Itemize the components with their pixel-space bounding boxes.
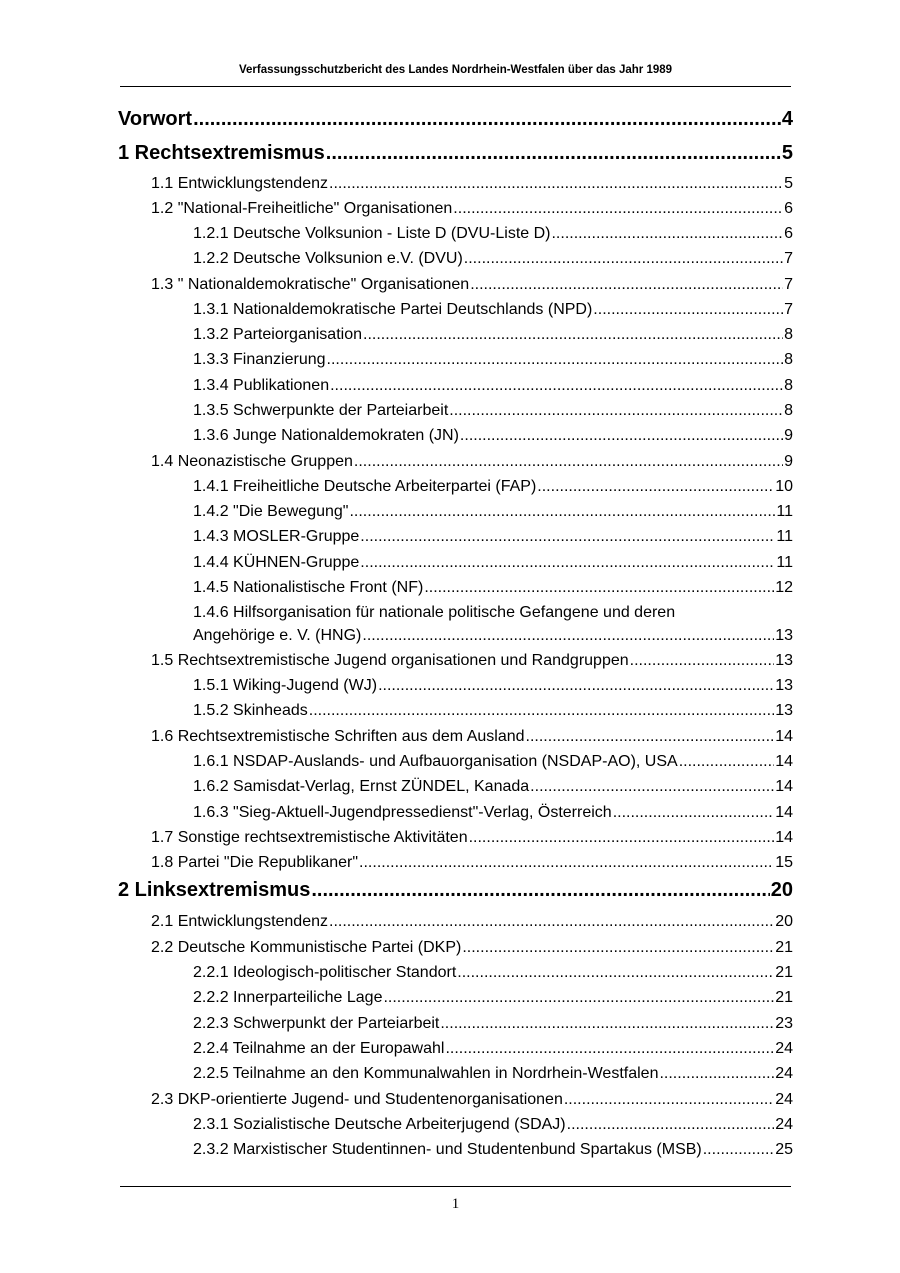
toc-entry-page: 9 [784, 427, 793, 444]
toc-entry-page: 11 [776, 528, 793, 545]
dot-leader [445, 1040, 774, 1058]
running-header: Verfassungsschutzbericht des Landes Nordrhein-Westfalen über das Jahr 1989 [238, 64, 673, 76]
toc-entry-2-2-1[interactable] [193, 964, 793, 982]
toc-entry-page: 14 [775, 753, 793, 770]
toc-entry-2-2-2[interactable] [193, 989, 793, 1007]
toc-entry-1-4-6-line1[interactable]: 1.4.6 Hilfsorganisation für nationale politische Gefangene und deren [193, 604, 676, 621]
toc-entry-page: 13 [775, 677, 793, 694]
toc-entry-title: 1.6.2 Samisdat-Verlag, Ernst ZÜNDEL, Kanada [193, 778, 530, 795]
toc-entry-2-2-5[interactable] [193, 1065, 793, 1083]
toc-entry-page: 5 [781, 142, 793, 164]
toc-entry-1-6[interactable] [151, 728, 793, 746]
toc-entry-2-3[interactable] [151, 1091, 793, 1109]
toc-entry-title: 2.2.5 Teilnahme an den Kommunalwahlen in Nordrhein-Westfalen [193, 1065, 659, 1082]
toc-entry-1-4-2[interactable] [193, 503, 793, 521]
dot-leader [311, 879, 769, 902]
toc-entry-2-3-2[interactable] [193, 1141, 793, 1159]
toc-entry-page: 24 [775, 1040, 793, 1057]
toc-entry-1-8[interactable] [151, 854, 793, 872]
toc-entry-title: 1.3.5 Schwerpunkte der Parteiarbeit [193, 402, 449, 419]
toc-entry-2-2-3[interactable] [193, 1015, 793, 1033]
toc-entry-title: 2.3.2 Marxistischer Studentinnen- und Studentenbund Spartakus (MSB) [193, 1141, 702, 1158]
dot-leader [703, 1141, 774, 1159]
dot-leader [359, 854, 774, 872]
toc-entry-page: 6 [784, 200, 793, 217]
dot-leader [329, 913, 774, 931]
toc-entry-title: 2.2.1 Ideologisch-politischer Standort [193, 964, 457, 981]
toc-entry-page: 14 [775, 778, 793, 795]
toc-entry-1-3-3[interactable] [193, 351, 793, 369]
toc-entry-title: 1.8 Partei "Die Republikaner" [151, 854, 359, 871]
toc-entry-2-2[interactable] [151, 939, 793, 957]
toc-entry-1-5-1[interactable] [193, 677, 793, 695]
dot-leader [659, 1065, 774, 1083]
toc-entry-1-3-1[interactable] [193, 301, 793, 319]
dot-leader [327, 351, 784, 369]
toc-entry-title: 1.3.1 Nationaldemokratische Partei Deutschlands (NPD) [193, 301, 593, 318]
dot-leader [360, 554, 775, 572]
toc-entry-title: 1.5.2 Skinheads [193, 702, 308, 719]
dot-leader [462, 939, 774, 957]
toc-entry-title: 1.2.1 Deutsche Volksunion - Liste D (DVU-Liste D) [193, 225, 551, 242]
toc-entry-title: 1.5.1 Wiking-Jugend (WJ) [193, 677, 378, 694]
toc-entry-2-1[interactable] [151, 913, 793, 931]
toc-entry-1-6-1[interactable] [193, 753, 793, 771]
dot-leader [460, 427, 783, 445]
toc-entry-page: 15 [775, 854, 793, 871]
toc-entry-1-5-2[interactable] [193, 702, 793, 720]
toc-entry-page: 11 [776, 554, 793, 571]
toc-entry-page: 6 [784, 225, 793, 242]
toc-entry-1-2[interactable] [151, 200, 793, 218]
toc-entry-1-7[interactable] [151, 829, 793, 847]
toc-entry-page: 24 [775, 1116, 793, 1133]
toc-entry-title: 2.3 DKP-orientierte Jugend- und Studentenorganisationen [151, 1091, 563, 1108]
toc-entry-title: 1.6 Rechtsextremistische Schriften aus dem Ausland [151, 728, 525, 745]
toc-entry-title: 1.4 Neonazistische Gruppen [151, 453, 353, 470]
dot-leader [378, 677, 774, 695]
toc-entry-1-4-1[interactable] [193, 478, 793, 496]
toc-entry-page: 8 [784, 377, 793, 394]
toc-entry-title: 1.4.5 Nationalistische Front (NF) [193, 579, 424, 596]
toc-entry-1-6-2[interactable] [193, 778, 793, 796]
toc-entry-page: 13 [775, 627, 793, 644]
toc-entry-page: 8 [784, 351, 793, 368]
toc-entry-title: 2.2.4 Teilnahme an der Europawahl [193, 1040, 445, 1057]
toc-entry-page: 7 [784, 301, 793, 318]
toc-entry-2-3-1[interactable] [193, 1116, 793, 1134]
toc-entry-1-6-3[interactable] [193, 804, 793, 822]
dot-leader [537, 478, 774, 496]
toc-entry-title: 1.3.4 Publikationen [193, 377, 330, 394]
dot-leader [464, 250, 783, 268]
dot-leader [630, 652, 775, 670]
toc-entry-page: 14 [775, 804, 793, 821]
toc-entry-page: 10 [775, 478, 793, 495]
dot-leader [383, 989, 774, 1007]
toc-entry-title: 1.6.3 "Sieg-Aktuell-Jugendpressedienst"-Verlag, Österreich [193, 804, 612, 821]
toc-entry-1-4-3[interactable] [193, 528, 793, 546]
toc-entry-page: 25 [775, 1141, 793, 1158]
toc-entry-2-2-4[interactable] [193, 1040, 793, 1058]
toc-entry-1-2-2[interactable] [193, 250, 793, 268]
dot-leader [564, 1091, 774, 1109]
dot-leader [349, 503, 775, 521]
toc-entry-page: 13 [775, 652, 793, 669]
toc-entry-page: 11 [776, 503, 793, 520]
footer-rule [120, 1186, 791, 1187]
toc-chapter-2[interactable] [118, 879, 793, 902]
toc-entry-title: 1.4.1 Freiheitliche Deutsche Arbeiterpartei (FAP) [193, 478, 537, 495]
toc-entry-page: 24 [775, 1065, 793, 1082]
toc-entry-title: 1.2.2 Deutsche Volksunion e.V. (DVU) [193, 250, 463, 267]
dot-leader [326, 142, 781, 165]
toc-entry-title: 2.2 Deutsche Kommunistische Partei (DKP) [151, 939, 462, 956]
toc-entry-page: 8 [784, 326, 793, 343]
toc-entry-page: 21 [775, 989, 793, 1006]
toc-entry-title: 2.2.2 Innerparteiliche Lage [193, 989, 383, 1006]
toc-entry-page: 21 [775, 939, 793, 956]
page-number: 1 [451, 1196, 460, 1212]
toc-entry-title: 2 Linksextremismus [118, 879, 311, 901]
toc-entry-1-4-6[interactable] [193, 627, 793, 645]
toc-entry-1-5[interactable] [151, 652, 793, 670]
toc-entry-page: 5 [784, 175, 793, 192]
dot-leader [330, 377, 783, 395]
dot-leader [551, 225, 783, 243]
dot-leader [679, 753, 775, 771]
dot-leader [526, 728, 775, 746]
toc-entry-page: 8 [784, 402, 793, 419]
toc-entry-page: 7 [784, 276, 793, 293]
dot-leader [329, 175, 783, 193]
toc-entry-1-4-4[interactable] [193, 554, 793, 572]
toc-entry-1-2-1[interactable] [193, 225, 793, 243]
dot-leader [440, 1015, 774, 1033]
toc-entry-title: 1.5 Rechtsextremistische Jugend organisationen und Randgruppen [151, 652, 629, 669]
toc-entry-title: 2.3.1 Sozialistische Deutsche Arbeiterjugend (SDAJ) [193, 1116, 566, 1133]
toc-entry-1-1[interactable] [151, 175, 793, 193]
toc-entry-page: 13 [775, 702, 793, 719]
dot-leader [363, 326, 783, 344]
toc-entry-title: 1.3.3 Finanzierung [193, 351, 326, 368]
dot-leader [470, 276, 783, 294]
toc-entry-title: 1.4.4 KÜHNEN-Gruppe [193, 554, 360, 571]
toc-entry-title: 1.3 " Nationaldemokratische" Organisationen [151, 276, 470, 293]
dot-leader [449, 402, 783, 420]
toc-entry-page: 9 [784, 453, 793, 470]
toc-entry-title: Vorwort [118, 108, 193, 130]
toc-entry-title: Angehörige e. V. (HNG) [193, 627, 362, 644]
toc-entry-1-3-2[interactable] [193, 326, 793, 344]
toc-entry-page: 12 [775, 579, 793, 596]
toc-chapter-1[interactable] [118, 142, 793, 165]
dot-leader [567, 1116, 775, 1134]
toc-entry-title: 1.3.6 Junge Nationaldemokraten (JN) [193, 427, 459, 444]
toc-entry-title: 1.2 "National-Freiheitliche" Organisationen [151, 200, 453, 217]
toc-entry-title: 1.1 Entwicklungstendenz [151, 175, 328, 192]
toc-entry-title: 2.2.3 Schwerpunkt der Parteiarbeit [193, 1015, 440, 1032]
toc-entry-page: 24 [775, 1091, 793, 1108]
toc-entry-title: 1.7 Sonstige rechtsextremistische Aktivitäten [151, 829, 468, 846]
dot-leader [593, 301, 783, 319]
toc-entry-title: 1.6.1 NSDAP-Auslands- und Aufbauorganisation (NSDAP-AO), USA [193, 753, 678, 770]
toc-entry-1-4[interactable] [151, 453, 793, 471]
dot-leader [362, 627, 774, 645]
dot-leader [360, 528, 775, 546]
toc-entry-page: 21 [775, 964, 793, 981]
toc-entry-page: 7 [784, 250, 793, 267]
dot-leader [469, 829, 775, 847]
toc-entry-title: 1.4.3 MOSLER-Gruppe [193, 528, 360, 545]
toc-entry-vorwort[interactable] [118, 108, 793, 131]
dot-leader [457, 964, 774, 982]
toc-entry-title: 1.4.2 "Die Bewegung" [193, 503, 349, 520]
toc-entry-page: 23 [775, 1015, 793, 1032]
toc-entry-page: 14 [775, 728, 793, 745]
toc-entry-1-3[interactable] [151, 276, 793, 294]
toc-entry-1-4-5[interactable] [193, 579, 793, 597]
dot-leader [309, 702, 774, 720]
toc-entry-title: 2.1 Entwicklungstendenz [151, 913, 328, 930]
dot-leader [354, 453, 783, 471]
dot-leader [453, 200, 783, 218]
toc-entry-page: 4 [781, 108, 793, 130]
toc-entry-page: 20 [770, 879, 793, 901]
dot-leader [530, 778, 774, 796]
toc-entry-1-3-6[interactable] [193, 427, 793, 445]
dot-leader [193, 108, 781, 131]
dot-leader [613, 804, 775, 822]
toc-entry-page: 14 [775, 829, 793, 846]
toc-entry-title: 1 Rechtsextremismus [118, 142, 325, 164]
toc-entry-1-3-5[interactable] [193, 402, 793, 420]
toc-entry-title: 1.3.2 Parteiorganisation [193, 326, 362, 343]
toc-entry-1-3-4[interactable] [193, 377, 793, 395]
toc-entry-page: 20 [775, 913, 793, 930]
dot-leader [424, 579, 774, 597]
